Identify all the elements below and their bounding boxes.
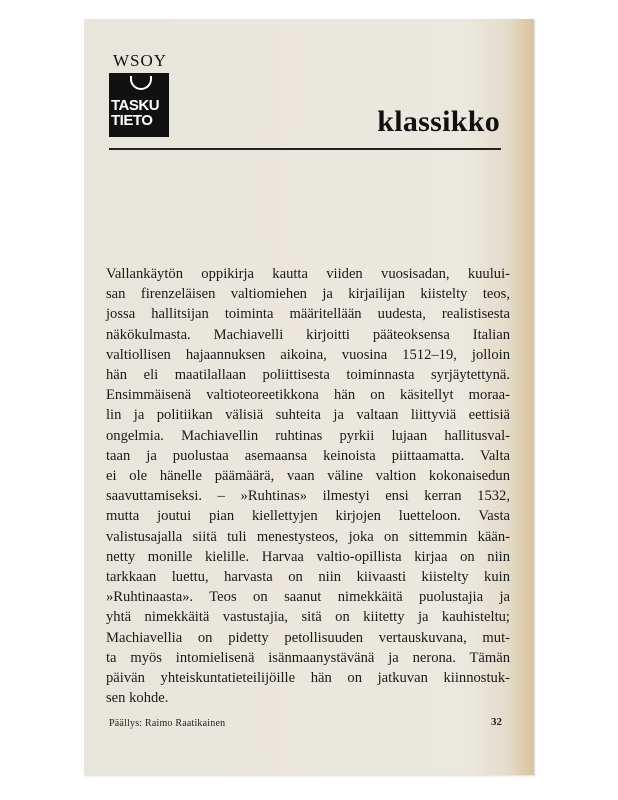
blurb-line: tarkkaan luettu, harvasta on niin kiivaasti kiistelty kuin bbox=[106, 569, 510, 586]
blurb-line: yhtä nimekkäitä vastustajia, sitä on kiitetty ja kauhisteltu; bbox=[106, 609, 510, 626]
series-title: klassikko bbox=[377, 105, 500, 138]
cover-credit: Päällys: Raimo Raatikainen bbox=[109, 718, 226, 729]
blurb-line: sen kohde. bbox=[106, 690, 169, 707]
blurb-line: Vallankäytön oppikirja kautta viiden vuosisadan, kuului- bbox=[106, 266, 510, 282]
blurb-line: san firenzeläisen valtiomiehen ja kirjailijan kiistelty teos, bbox=[106, 286, 510, 303]
publisher-logo bbox=[109, 52, 171, 137]
book-back-cover bbox=[84, 19, 534, 775]
blurb-line: ongelmia. Machiavellin ruhtinas pyrkii lujaan hallitusval- bbox=[106, 427, 510, 444]
blurb-line: päivän yhteiskuntatieteilijöille hän on jatkuvan kiinnostuk- bbox=[106, 670, 510, 687]
blurb-text bbox=[106, 264, 510, 708]
publisher-name: WSOY bbox=[112, 51, 168, 70]
header-rule bbox=[109, 148, 501, 150]
blurb-line: jossa hallitsijan toiminta määritellään uudesta, realistisesta bbox=[106, 306, 510, 323]
blurb-line: valistusajalla siitä tuli menestysteos, joka on sittemmin kään- bbox=[106, 528, 510, 545]
blurb-line: mutta joutui pian kiellettyjen kirjojen luetteloon. Vasta bbox=[106, 508, 510, 525]
imprint-line-2: TIETO bbox=[111, 112, 153, 129]
taskutieto-badge bbox=[109, 73, 169, 137]
blurb-line: näkökulmasta. Machiavelli kirjoitti pääteoksensa Italian bbox=[106, 326, 510, 343]
blurb-line: hän eli maatilallaan poliittisesta toiminnasta syrjäytettynä. bbox=[106, 367, 510, 384]
blurb-line: ta myös intomielisenä isänmaanystävänä ja nerona. Tämän bbox=[106, 649, 510, 666]
blurb-line: lin ja politiikan välisiä suhteita ja valtaan liittyviä eettisiä bbox=[106, 407, 510, 424]
blurb-line: saavuttamiseksi. – »Ruhtinas» ilmestyi ensi kerran 1532, bbox=[106, 488, 510, 505]
blurb-line: »Ruhtinaasta». Teos on saanut nimekkäitä puolustajia ja bbox=[106, 589, 510, 606]
series-number: 32 bbox=[491, 716, 502, 728]
imprint-line-1: TASKU bbox=[111, 97, 160, 114]
blurb-line: ei ole hänelle päämäärä, vaan väline valtion kokonaisedun bbox=[106, 468, 510, 485]
blurb-line: valtiollisen hajaannuksen aikoina, vuosina 1512–19, jolloin bbox=[106, 346, 510, 363]
logo-emblem-icon bbox=[130, 76, 152, 90]
imprint-label bbox=[111, 98, 167, 128]
blurb-line: Ensimmäisenä valtioteoreetikkona hän on käsitellyt moraa- bbox=[106, 387, 510, 404]
blurb-line: taan ja puolustaa asemaansa keinoista piittaamatta. Valta bbox=[106, 447, 510, 464]
blurb-line: netty monille kielille. Harvaa valtio-opillista kirjaa on niin bbox=[106, 548, 510, 565]
blurb-line: Machiavellia on pidetty petollisuuden vertauskuvana, mut- bbox=[106, 629, 510, 646]
